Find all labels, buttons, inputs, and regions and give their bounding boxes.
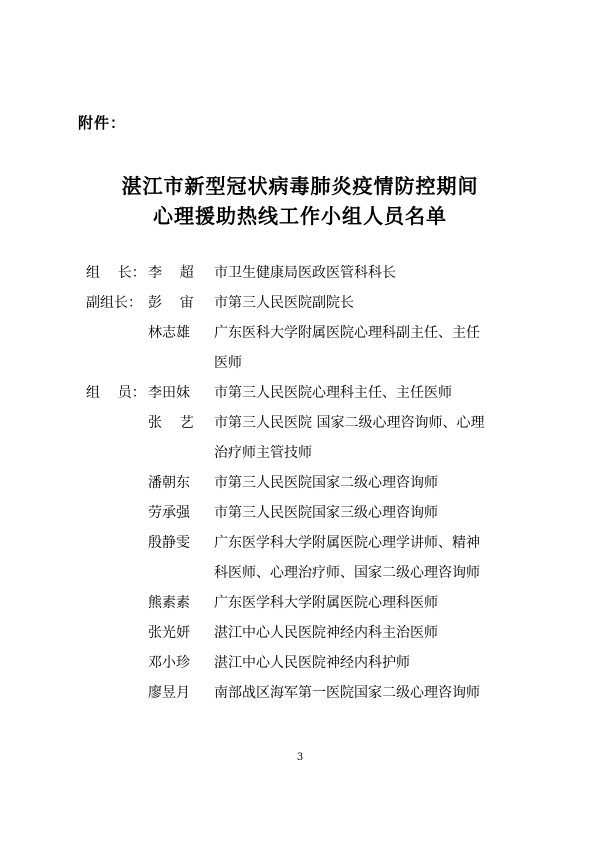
member-row xyxy=(0,318,600,348)
member-row xyxy=(0,618,600,648)
member-name: 廖昱月 xyxy=(148,685,190,701)
member-description-continuation: 科医师、心理治疗师、国家二级心理咨询师 xyxy=(214,565,480,581)
member-roster xyxy=(0,258,600,708)
member-row xyxy=(0,498,600,528)
member-name: 邓小珍 xyxy=(148,655,190,671)
member-description: 市第三人民医院心理科主任、主任医师 xyxy=(214,385,452,401)
member-role: 组 员： xyxy=(86,385,146,401)
document-title-line-2: 心理援助热线工作小组人员名单 xyxy=(153,204,447,228)
member-description: 广东医学科大学附属医院心理学讲师、精神 xyxy=(214,535,480,551)
page-number: 3 xyxy=(296,752,304,763)
member-description: 湛江中心人民医院神经内科主治医师 xyxy=(214,625,438,641)
member-name: 潘朝东 xyxy=(148,475,190,491)
member-row xyxy=(0,468,600,498)
member-role: 组 长： xyxy=(86,265,146,281)
member-row-continuation xyxy=(0,348,600,378)
member-name: 彭 宙 xyxy=(148,295,194,311)
member-row xyxy=(0,528,600,558)
member-name: 殷静雯 xyxy=(148,535,190,551)
member-row-continuation xyxy=(0,558,600,588)
member-description: 市第三人民医院国家三级心理咨询师 xyxy=(214,505,438,521)
member-description: 市第三人民医院 国家二级心理咨询师、心理 xyxy=(214,415,485,431)
member-name: 林志雄 xyxy=(148,325,190,341)
member-row-continuation xyxy=(0,438,600,468)
document-title-line-1: 湛江市新型冠状病毒肺炎疫情防控期间 xyxy=(121,174,479,198)
member-name: 李 超 xyxy=(148,265,194,281)
member-row xyxy=(0,288,600,318)
member-row xyxy=(0,648,600,678)
member-description-continuation: 治疗师主管技师 xyxy=(214,445,312,461)
member-row xyxy=(0,678,600,708)
member-description: 广东医学科大学附属医院心理科医师 xyxy=(214,595,438,611)
attachment-label: 附件： xyxy=(78,114,127,132)
member-description: 市第三人民医院副院长 xyxy=(214,295,354,311)
member-role: 副组长： xyxy=(86,295,142,311)
member-description: 市第三人民医院国家二级心理咨询师 xyxy=(214,475,438,491)
member-row xyxy=(0,378,600,408)
member-name: 张 艺 xyxy=(148,415,194,431)
member-description-continuation: 医师 xyxy=(214,355,242,371)
member-description: 湛江中心人民医院神经内科护师 xyxy=(214,655,410,671)
member-description: 南部战区海军第一医院国家二级心理咨询师 xyxy=(214,685,480,701)
member-row xyxy=(0,258,600,288)
member-row xyxy=(0,588,600,618)
member-name: 张光妍 xyxy=(148,625,190,641)
member-description: 市卫生健康局医政医管科科长 xyxy=(214,265,396,281)
member-name: 熊素素 xyxy=(148,595,190,611)
member-description: 广东医科大学附属医院心理科副主任、主任 xyxy=(214,325,480,341)
member-name: 劳承强 xyxy=(148,505,190,521)
member-row xyxy=(0,408,600,438)
member-name: 李田妹 xyxy=(148,385,190,401)
